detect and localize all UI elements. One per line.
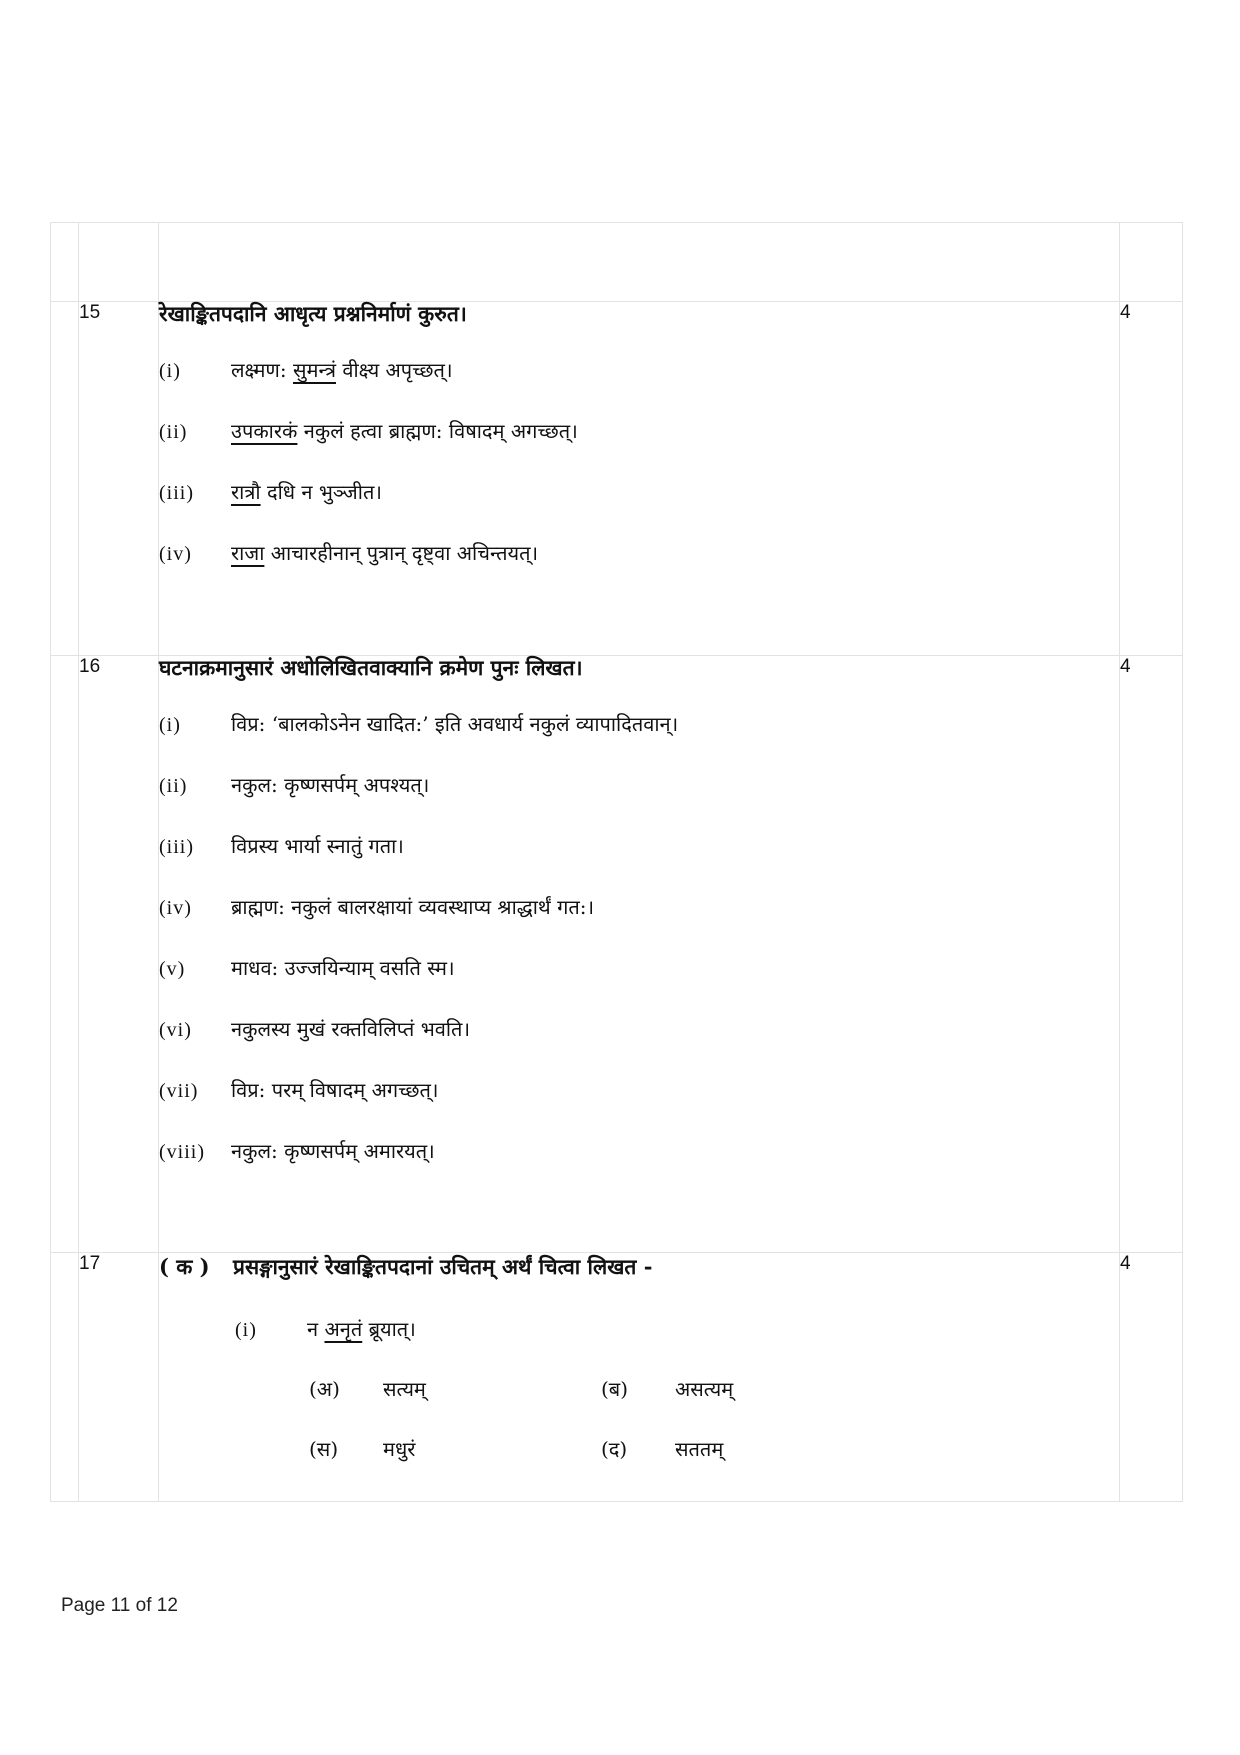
item-text: नकुल: कृष्णसर्पम् अमारयत्। xyxy=(231,1139,435,1163)
option xyxy=(601,1435,893,1462)
list-item xyxy=(159,771,1119,832)
item-text: उपकारकं नकुलं हत्वा ब्राह्मण: विषादम् अगच्छत्। xyxy=(231,419,578,443)
question-number: 16 xyxy=(79,656,159,1253)
item-text: नकुलस्य मुखं रक्तविलिप्तं भवति। xyxy=(231,1017,471,1041)
marks: 4 xyxy=(1120,302,1183,656)
list-item xyxy=(159,539,1119,600)
item-text: विप्रस्य भार्या स्नातुं गता। xyxy=(231,834,404,858)
option-label: (स) xyxy=(309,1437,339,1461)
item-label: (i) xyxy=(159,360,181,382)
underlined-word: रात्रौ xyxy=(231,480,261,504)
question-row-16 xyxy=(51,656,1183,1253)
list-item xyxy=(159,356,1119,417)
option-text: असत्यम् xyxy=(675,1377,734,1401)
item-text: नकुल: कृष्णसर्पम् अपश्यत्। xyxy=(231,773,430,797)
item-label: (v) xyxy=(159,958,186,980)
marks: 4 xyxy=(1120,1253,1183,1502)
item-text: राजा आचारहीनान् पुत्रान् दृष्ट्वा अचिन्तयत्। xyxy=(231,541,539,565)
item-label: (viii) xyxy=(159,1141,205,1163)
item-label: (i) xyxy=(235,1319,257,1341)
list-item xyxy=(159,478,1119,539)
marks: 4 xyxy=(1120,656,1183,1253)
question-table xyxy=(50,222,1183,1502)
option xyxy=(309,1435,601,1462)
question-title: रेखाङ्कितपदानि आधृत्य प्रश्ननिर्माणं कुरुत। xyxy=(159,301,467,326)
underlined-word: सुमन्त्रं xyxy=(292,358,337,382)
item-text: ब्राह्मण: नकुलं बालरक्षायां व्यवस्थाप्य श्राद्धार्थं गत:। xyxy=(231,895,595,919)
item-label: (vii) xyxy=(159,1080,199,1102)
option-text: सततम् xyxy=(675,1437,724,1461)
option xyxy=(601,1375,893,1402)
question-title: घटनाक्रमानुसारं अधोलिखितवाक्यानि क्रमेण पुनः लिखत। xyxy=(159,655,583,680)
item-label: (ii) xyxy=(159,775,188,797)
item-text: विप्र: ‘बालकोऽनेन खादित:’ इति अवधार्य नकुलं व्यापादितवान्। xyxy=(231,712,679,736)
options-row xyxy=(159,1375,1119,1435)
sub-question-heading xyxy=(159,1253,1119,1315)
underlined-word: उपकारकं xyxy=(231,419,298,443)
question-title: प्रसङ्गानुसारं रेखाङ्कितपदानां उचितम् अर्थं चित्वा लिखत - xyxy=(233,1254,653,1279)
list-item xyxy=(159,893,1119,954)
question-body xyxy=(159,656,1120,1253)
options-row xyxy=(159,1435,1119,1495)
item-text: न अनृतं ब्रूयात्। xyxy=(307,1317,416,1341)
item-label: (i) xyxy=(159,714,181,736)
list-item xyxy=(159,954,1119,1015)
question-row-17 xyxy=(51,1253,1183,1502)
list-item xyxy=(159,710,1119,771)
option-text: मधुरं xyxy=(383,1437,416,1461)
list-item xyxy=(159,1076,1119,1137)
page-number: Page 11 of 12 xyxy=(61,1595,178,1616)
item-label: (iv) xyxy=(159,897,192,919)
list-item xyxy=(159,1137,1119,1198)
item-text: माधव: उज्जयिन्याम् वसति स्म। xyxy=(231,956,455,980)
option-text: सत्यम् xyxy=(383,1377,426,1401)
item-label: (iii) xyxy=(159,482,194,504)
list-item xyxy=(159,1315,1119,1375)
item-label: (vi) xyxy=(159,1019,192,1041)
item-text: लक्ष्मण: सुमन्त्रं वीक्ष्य अपृच्छत्। xyxy=(231,358,453,382)
option-label: (द) xyxy=(601,1437,628,1461)
question-body xyxy=(159,302,1120,656)
item-text: रात्रौ दधि न भुञ्जीत। xyxy=(231,480,382,504)
item-label: (ii) xyxy=(159,421,188,443)
option xyxy=(309,1375,601,1402)
question-number: 15 xyxy=(79,302,159,656)
underlined-word: राजा xyxy=(231,541,265,565)
item-label: (iv) xyxy=(159,543,192,565)
option-label: (अ) xyxy=(309,1377,340,1401)
question-row-15 xyxy=(51,302,1183,656)
underlined-word: अनृतं xyxy=(324,1317,363,1341)
table-header-row xyxy=(51,223,1183,302)
list-item xyxy=(159,832,1119,893)
question-number: 17 xyxy=(79,1253,159,1502)
option-label: (ब) xyxy=(601,1377,629,1401)
sub-question-label: ( क ) xyxy=(159,1254,210,1279)
list-item xyxy=(159,1015,1119,1076)
item-text: विप्र: परम् विषादम् अगच्छत्। xyxy=(231,1078,439,1102)
question-body xyxy=(159,1253,1120,1502)
item-label: (iii) xyxy=(159,836,194,858)
list-item xyxy=(159,417,1119,478)
